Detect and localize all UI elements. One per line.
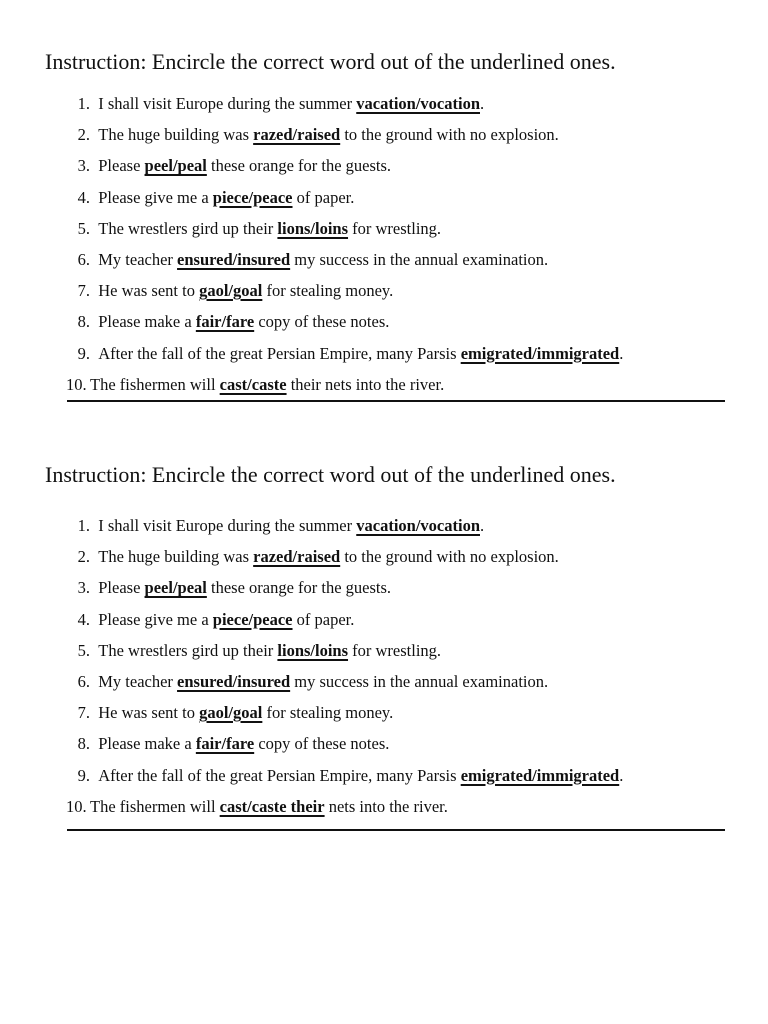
- answer-choice[interactable]: peel/peal: [144, 578, 207, 598]
- instruction-heading: Instruction: Encircle the correct word out of the underlined ones.: [45, 49, 616, 74]
- question-text-after: for wrestling.: [348, 640, 442, 660]
- question-text-after: copy of these notes.: [254, 312, 390, 332]
- question-number: 1.: [77, 94, 90, 113]
- question-text-before: After the fall of the great Persian Empire, many Parsis: [98, 343, 461, 363]
- question-text-before: I shall visit Europe during the summer: [98, 94, 357, 113]
- section-divider: [67, 829, 725, 831]
- question-text-before: Please: [98, 578, 145, 598]
- question-text-after: .: [480, 516, 485, 535]
- question-item-8: [66, 312, 623, 343]
- question-text-after: .: [619, 343, 624, 363]
- question-item-1: [66, 94, 623, 125]
- question-text-after: copy of these notes.: [254, 734, 390, 754]
- question-item-8: [66, 734, 623, 765]
- question-text-after: .: [619, 765, 624, 785]
- question-item-10: [66, 797, 623, 828]
- question-item-6: [66, 672, 623, 703]
- question-number: 3.: [77, 156, 90, 176]
- question-item-4: [66, 188, 623, 219]
- question-text-before: He was sent to: [98, 703, 200, 723]
- question-number: 9.: [77, 343, 90, 363]
- question-text-after: of paper.: [292, 609, 355, 629]
- question-item-3: [66, 156, 623, 187]
- instruction-heading: Instruction: Encircle the correct word out of the underlined ones.: [45, 462, 616, 487]
- question-item-3: [66, 578, 623, 609]
- question-number: 2.: [77, 125, 90, 145]
- question-text-before: The huge building was: [98, 547, 254, 567]
- question-item-5: [66, 219, 623, 250]
- answer-choice[interactable]: razed/raised: [253, 547, 341, 567]
- answer-choice[interactable]: gaol/goal: [199, 703, 263, 723]
- question-number: 6.: [77, 671, 90, 691]
- question-number: 10.: [66, 374, 87, 394]
- question-item-5: [66, 641, 623, 672]
- question-text-after: to the ground with no explosion.: [340, 547, 559, 567]
- question-text-after: to the ground with no explosion.: [340, 125, 559, 145]
- question-number: 8.: [77, 734, 90, 754]
- answer-choice[interactable]: lions/loins: [277, 218, 349, 238]
- answer-choice[interactable]: gaol/goal: [199, 281, 263, 301]
- question-text-after: of paper.: [292, 187, 355, 207]
- question-list: [66, 516, 623, 828]
- question-number: 10.: [66, 796, 87, 816]
- question-number: 7.: [77, 703, 90, 723]
- answer-choice[interactable]: razed/raised: [253, 125, 341, 145]
- answer-choice[interactable]: piece/peace: [212, 187, 293, 207]
- question-text-before: The wrestlers gird up their: [98, 640, 278, 660]
- question-text-after: nets into the river.: [324, 796, 448, 816]
- answer-choice[interactable]: vacation/vocation: [356, 516, 480, 535]
- question-item-2: [66, 125, 623, 156]
- question-text-after: these orange for the guests.: [206, 156, 392, 176]
- question-number: 3.: [77, 578, 90, 598]
- question-number: 5.: [77, 640, 90, 660]
- question-item-1: [66, 516, 623, 547]
- question-text-after: my success in the annual examination.: [290, 249, 549, 269]
- question-text-before: Please give me a: [98, 187, 213, 207]
- question-text-before: The wrestlers gird up their: [98, 218, 278, 238]
- question-text-before: My teacher: [98, 671, 178, 691]
- answer-choice[interactable]: emigrated/immigrated: [460, 343, 620, 363]
- question-number: 5.: [77, 218, 90, 238]
- question-text-before: The huge building was: [98, 125, 254, 145]
- question-text-before: The fishermen will: [90, 374, 220, 394]
- answer-choice[interactable]: ensured/insured: [177, 671, 291, 691]
- question-text-before: I shall visit Europe during the summer: [98, 516, 357, 535]
- answer-choice[interactable]: lions/loins: [277, 640, 349, 660]
- question-item-9: [66, 766, 623, 797]
- answer-choice[interactable]: peel/peal: [144, 156, 207, 176]
- question-number: 2.: [77, 547, 90, 567]
- answer-choice[interactable]: fair/fare: [195, 734, 255, 754]
- question-number: 4.: [77, 609, 90, 629]
- question-item-4: [66, 610, 623, 641]
- question-text-before: My teacher: [98, 249, 178, 269]
- question-text-before: After the fall of the great Persian Empire, many Parsis: [98, 765, 461, 785]
- answer-choice[interactable]: fair/fare: [195, 312, 255, 332]
- answer-choice[interactable]: ensured/insured: [177, 249, 291, 269]
- question-list: [66, 94, 623, 406]
- question-item-7: [66, 703, 623, 734]
- question-text-after: for stealing money.: [262, 281, 394, 301]
- question-text-before: Please make a: [98, 734, 196, 754]
- question-text-before: He was sent to: [98, 281, 200, 301]
- question-text-after: their nets into the river.: [286, 374, 445, 394]
- answer-choice[interactable]: emigrated/immigrated: [460, 765, 620, 785]
- question-text-before: The fishermen will: [90, 796, 220, 816]
- question-number: 9.: [77, 765, 90, 785]
- question-text-after: for stealing money.: [262, 703, 394, 723]
- question-number: 8.: [77, 312, 90, 332]
- question-text-after: .: [480, 94, 485, 113]
- question-text-before: Please make a: [98, 312, 196, 332]
- question-item-9: [66, 344, 623, 375]
- answer-choice[interactable]: piece/peace: [212, 609, 293, 629]
- question-number: 1.: [77, 516, 90, 535]
- answer-choice[interactable]: cast/caste: [219, 374, 287, 394]
- question-number: 6.: [77, 249, 90, 269]
- answer-choice[interactable]: cast/caste their: [219, 796, 325, 816]
- question-item-2: [66, 547, 623, 578]
- question-text-after: these orange for the guests.: [206, 578, 392, 598]
- question-item-7: [66, 281, 623, 312]
- question-text-after: for wrestling.: [348, 218, 442, 238]
- question-text-before: Please give me a: [98, 609, 213, 629]
- answer-choice[interactable]: vacation/vocation: [356, 94, 480, 113]
- question-number: 4.: [77, 187, 90, 207]
- question-item-6: [66, 250, 623, 281]
- section-divider: [67, 400, 725, 402]
- question-text-before: Please: [98, 156, 145, 176]
- question-text-after: my success in the annual examination.: [290, 671, 549, 691]
- question-number: 7.: [77, 281, 90, 301]
